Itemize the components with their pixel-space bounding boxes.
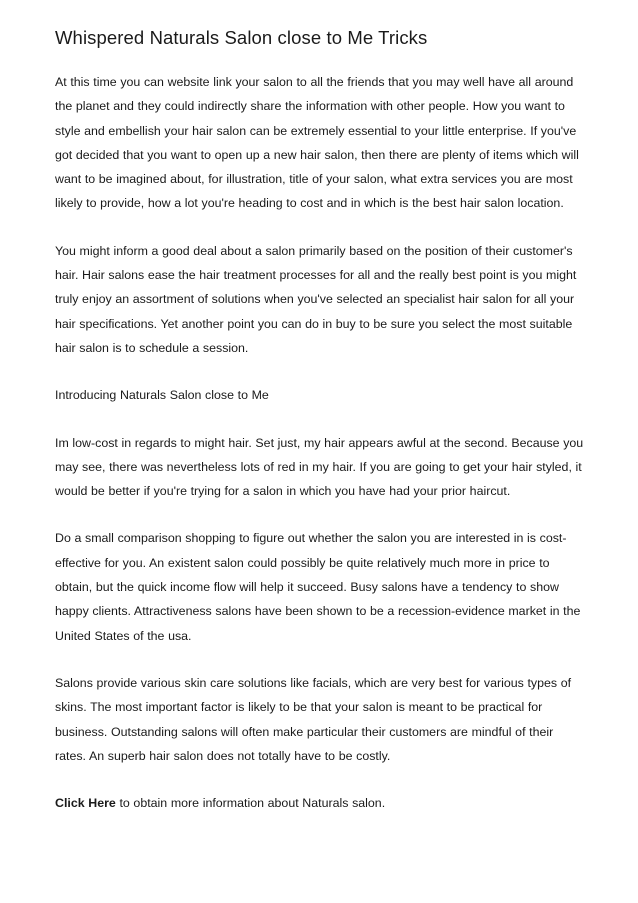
call-to-action-text: to obtain more information about Naturals salon. [115, 796, 386, 811]
call-to-action [55, 791, 587, 815]
paragraph-comparison-shopping: Do a small comparison shopping to figure out whether the salon you are interested in is cost-effective for you. An existent salon could possibly be quite relatively much more in price to obtain, but the quick income flow will help it succeed. Busy salons have a tendency to show happy clients. Attractiveness salons have been shown to be a recession-evidence market in the United States of the usa. [55, 531, 581, 643]
paragraph-intro: At this time you can website link your salon to all the friends that you may well have all around the planet and they could indirectly share the information with other people. How you want to style and embellish your hair salon can be extremely essential to your little enterprise. If you've got decided that you want to open up a new hair salon, then there are plenty of items which will want to be imagined about, for illustration, title of your salon, what extra services you are most likely to provide, how a lot you're heading to cost and in which is the best hair salon location. [55, 75, 579, 211]
document-page [55, 26, 587, 838]
section-heading-introducing: Introducing Naturals Salon close to Me [55, 388, 269, 403]
click-here-link[interactable]: Click Here [55, 796, 116, 811]
paragraph-customer-hair: You might inform a good deal about a salon primarily based on the position of their customer's hair. Hair salons ease the hair treatment processes for all and the really best point is you might truly enjoy an assortment of solutions when you've selected an specialist hair salon for all your hair specifications. Yet another point you can do in buy to be sure you select the most suitable hair salon is to schedule a session. [55, 243, 577, 355]
paragraph-skin-care: Salons provide various skin care solutions like facials, which are very best for various types of skins. The most important factor is likely to be that your salon is meant to be practical for business. Outstanding salons will often make particular their customers are mindful of their rates. An superb hair salon does not totally have to be costly. [55, 675, 572, 763]
paragraph-low-cost: Im low-cost in regards to might hair. Set just, my hair appears awful at the second. Because you may see, there was nevertheless lots of red in my hair. If you are going to get your hair styled, it would be better if you're trying for a salon in which you have had your prior haircut. [55, 435, 584, 499]
document-title: Whispered Naturals Salon close to Me Tricks [55, 27, 428, 48]
